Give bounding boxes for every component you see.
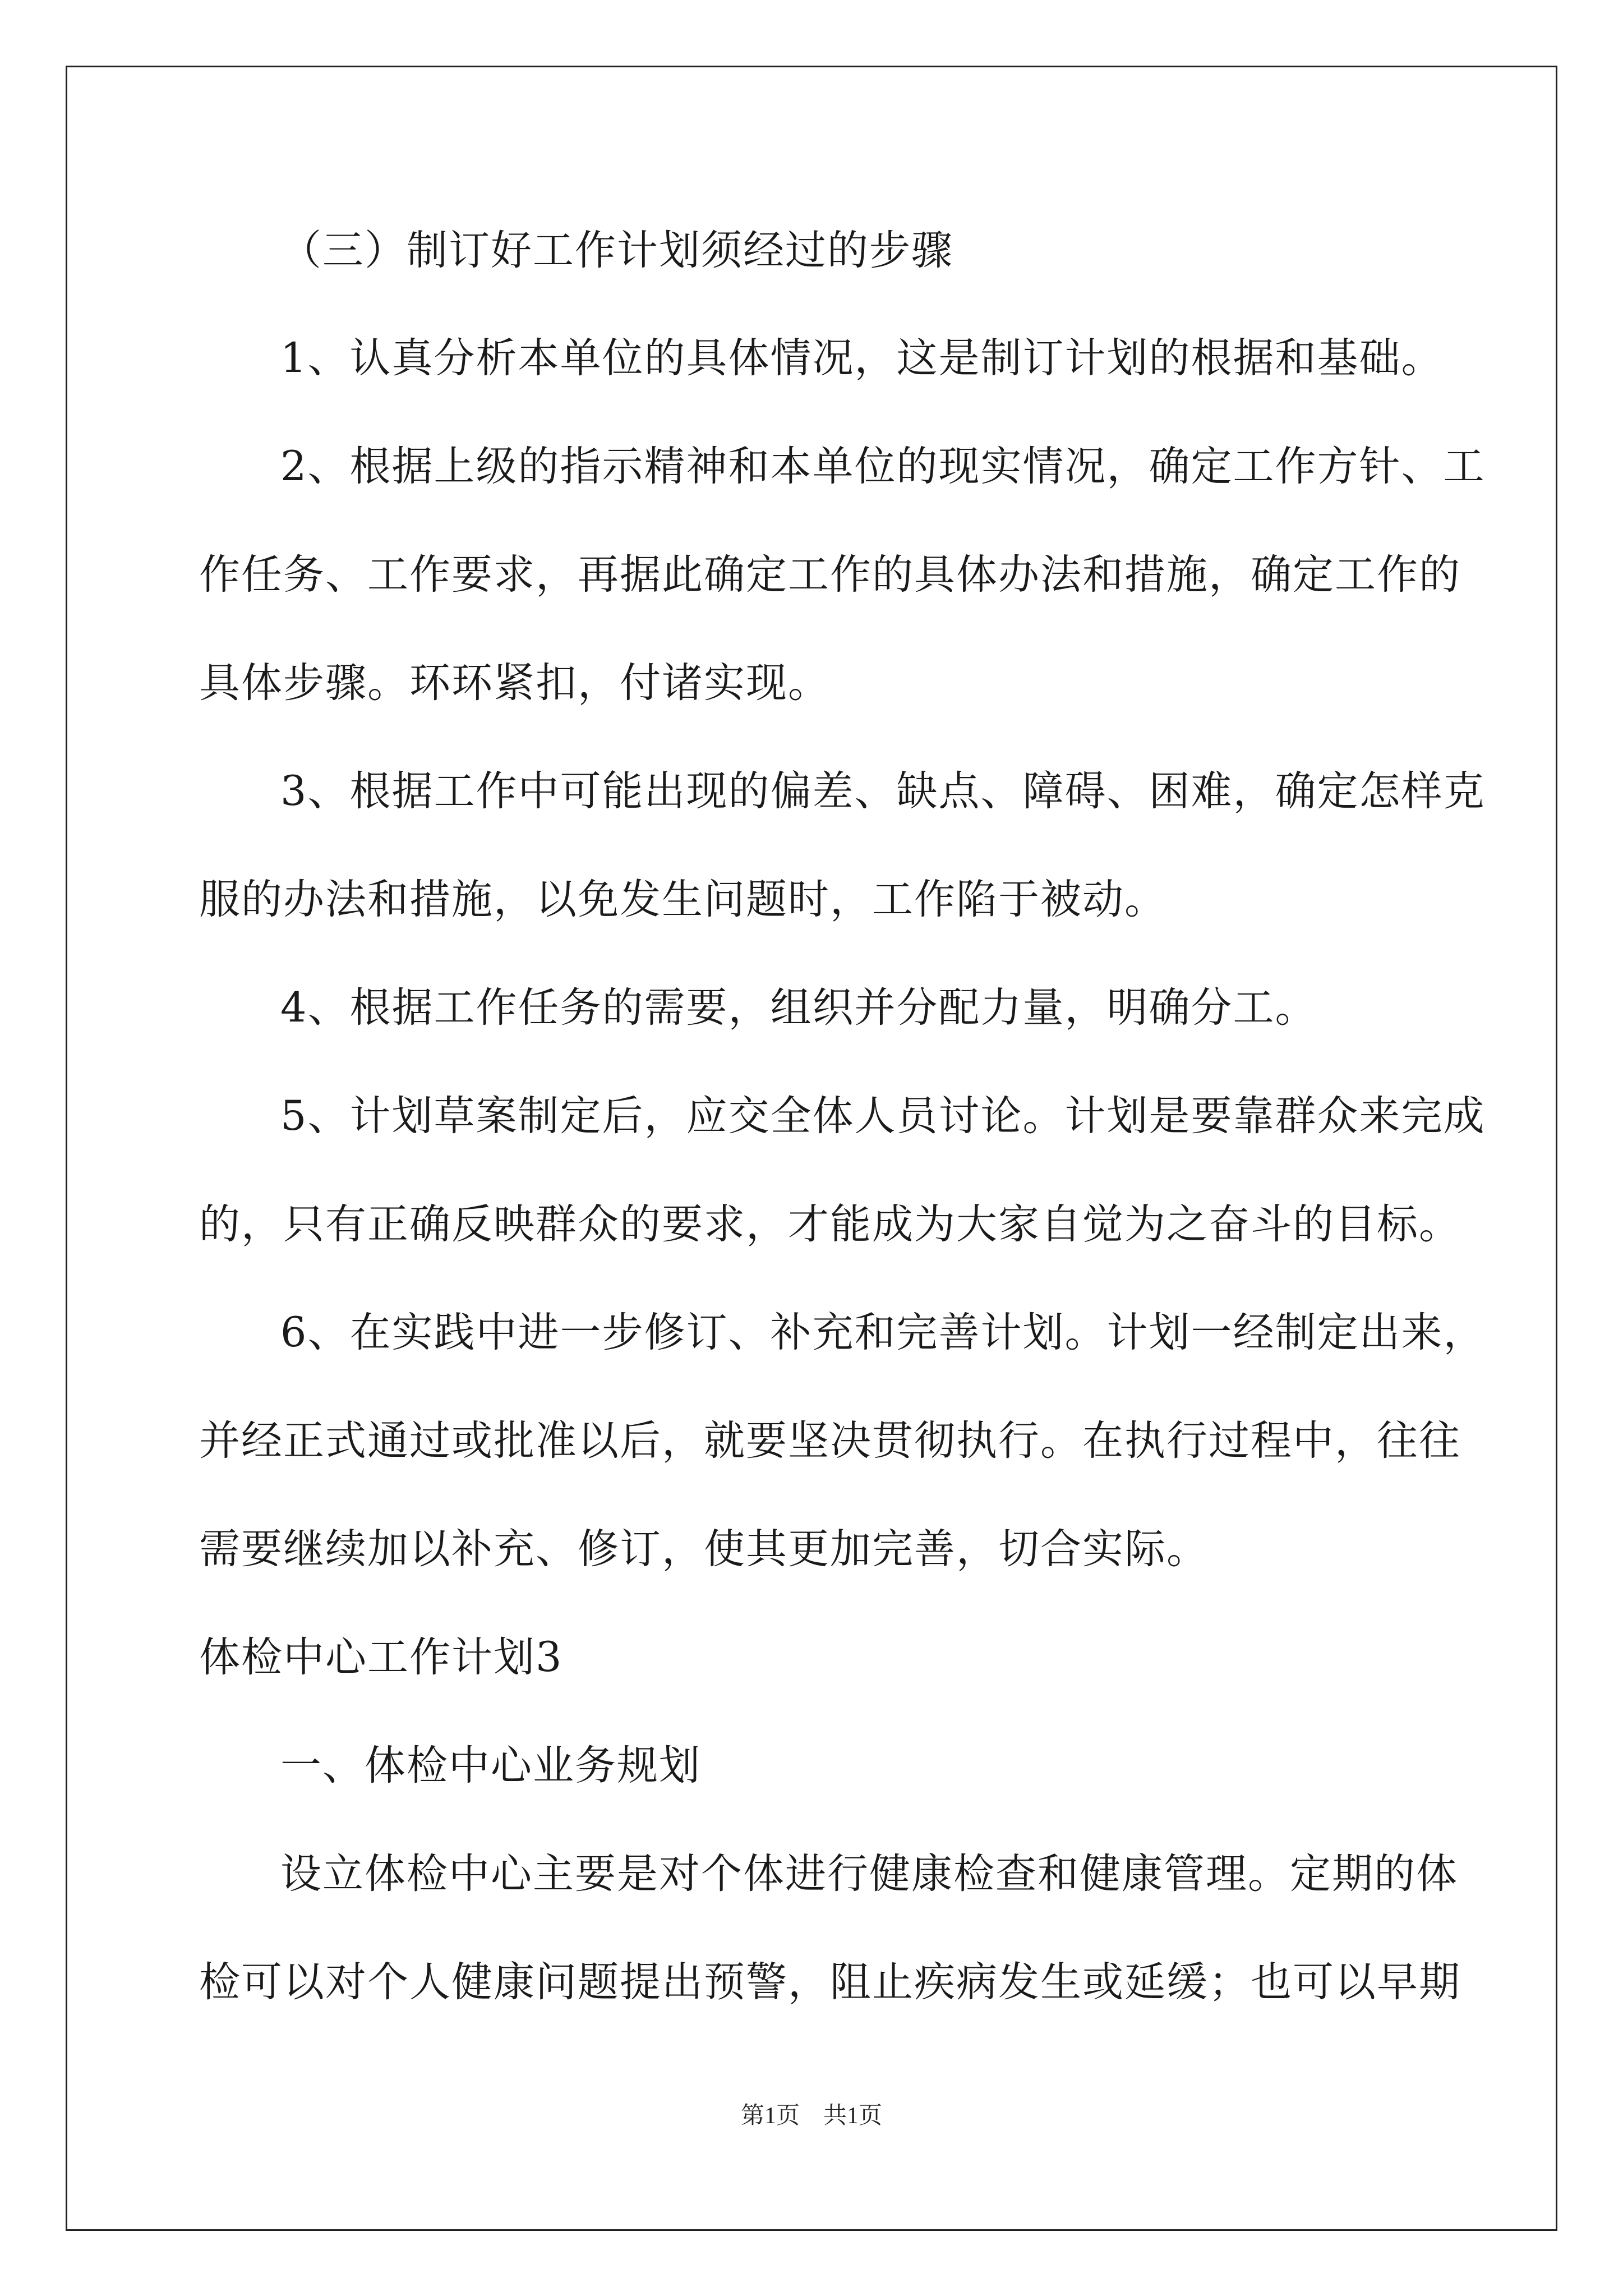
page-number: 第1页 — [740, 2103, 800, 2129]
paragraph-line: 2、根据上级的指示精神和本单位的现实情况，确定工作方针、工 — [280, 443, 1486, 490]
paragraph-line: 的，只有正确反映群众的要求，才能成为大家自觉为之奋斗的目标。 — [199, 1200, 1461, 1248]
page-footer — [0, 2097, 1623, 2131]
section-heading: （三）制订好工作计划须经过的步骤 — [280, 227, 953, 274]
paragraph-line: 3、根据工作中可能出现的偏差、缺点、障碍、困难，确定怎样克 — [280, 767, 1486, 815]
paragraph-line: 服的办法和措施，以免发生问题时，工作陷于被动。 — [199, 876, 1166, 923]
paragraph-line: 6、在实践中进一步修订、补充和完善计划。计划一经制定出来， — [280, 1309, 1486, 1356]
document-title: 体检中心工作计划3 — [199, 1634, 563, 1681]
paragraph-line: 需要继续加以补充、修订，使其更加完善，切合实际。 — [199, 1525, 1209, 1573]
paragraph-line: 具体步骤。环环紧扣，付诸实现。 — [199, 659, 830, 707]
total-pages: 共1页 — [823, 2103, 883, 2129]
paragraph-line: 1、认真分析本单位的具体情况，这是制订计划的根据和基础。 — [280, 334, 1444, 382]
paragraph-line: 5、计划草案制定后，应交全体人员讨论。计划是要靠群众来完成 — [280, 1092, 1486, 1140]
page-border — [66, 66, 1557, 2231]
paragraph-line: 并经正式通过或批准以后，就要坚决贯彻执行。在执行过程中，往往 — [199, 1417, 1461, 1465]
section-heading: 一、体检中心业务规划 — [280, 1742, 701, 1789]
paragraph-line: 检可以对个人健康问题提出预警，阻止疾病发生或延缓；也可以早期 — [199, 1958, 1461, 2006]
paragraph-line: 设立体检中心主要是对个体进行健康检查和健康管理。定期的体 — [280, 1850, 1458, 1898]
paragraph-line: 作任务、工作要求，再据此确定工作的具体办法和措施，确定工作的 — [199, 551, 1461, 599]
paragraph-line: 4、根据工作任务的需要，组织并分配力量，明确分工。 — [280, 984, 1317, 1032]
